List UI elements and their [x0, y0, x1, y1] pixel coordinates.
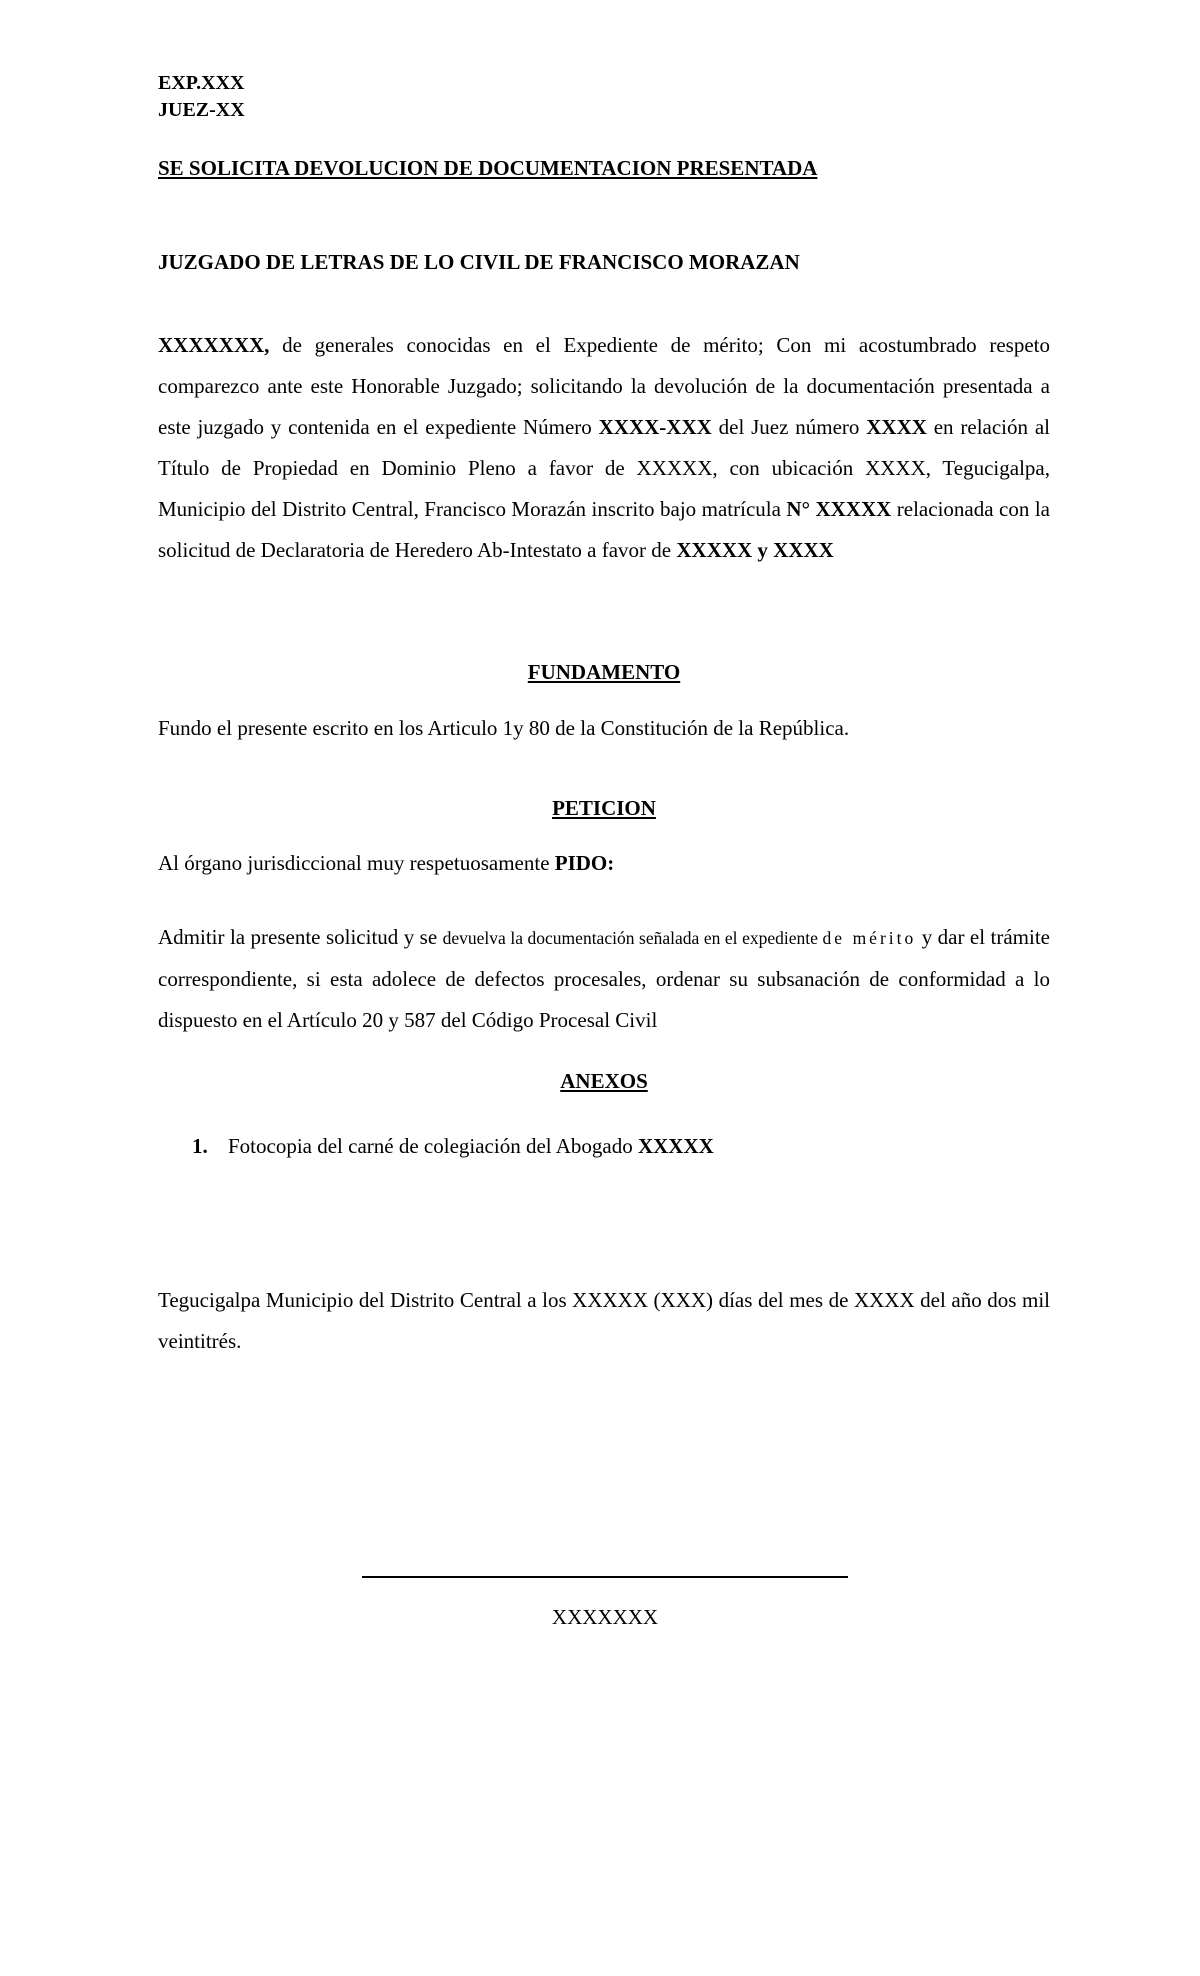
case-number: XXXX-XXX: [598, 415, 712, 439]
annex-lawyer-name: XXXXX: [637, 1134, 714, 1158]
peticion-p-rest: y dar el trámite correspondiente, si esta adolece de defectos procesales, ordenar su subsanación de conformidad a lo dispuesto en el Artículo 20 y 587 del Código Procesal Civil: [158, 925, 1050, 1032]
fundamento-heading: FUNDAMENTO: [527, 660, 681, 684]
intro-text-1: de generales conocidas en el Expediente de mérito; Con mi acostumbrado respeto comparezco ante este Honorable Juzgado; solicitando la devolución de la documentación presentada a este juzgado y contenida en el expediente Número: [158, 333, 1050, 439]
judge-number: XXXX: [866, 415, 927, 439]
intro-text-4: relacionada con la solicitud de Declaratoria de Heredero Ab-Intestato a favor de: [158, 497, 1050, 562]
annex-text: Fotocopia del carné de colegiación del Abogado: [228, 1134, 638, 1158]
peticion-request-line: [158, 851, 614, 876]
annex-item: [192, 1134, 714, 1159]
judge-code: JUEZ-XX: [158, 99, 245, 121]
peticion-p-small: devuelva la documentación señalada en el expediente: [442, 928, 823, 948]
case-codes: [158, 70, 245, 124]
court-name: JUZGADO DE LETRAS DE LO CIVIL DE FRANCISCO MORAZAN: [158, 250, 800, 274]
anexos-heading: ANEXOS: [560, 1069, 648, 1093]
document-subject: SE SOLICITA DEVOLUCION DE DOCUMENTACION PRESENTADA: [158, 156, 818, 180]
peticion-paragraph: [158, 917, 1050, 1041]
fundamento-text: Fundo el presente escrito en los Articulo 1y 80 de la Constitución de la República.: [158, 716, 850, 740]
peticion-p-start: Admitir la presente solicitud y se: [158, 925, 443, 949]
peticion-p-spaced: de mérito: [822, 928, 917, 948]
peticion-line-text: Al órgano jurisdiccional muy respetuosamente: [158, 851, 555, 875]
registry-number: N° XXXXX: [786, 497, 892, 521]
petitioner-name: XXXXXXX,: [158, 333, 270, 357]
pido-label: PIDO:: [554, 851, 615, 875]
signature-line: [362, 1576, 848, 1578]
expediente-code: EXP.XXX: [158, 72, 245, 94]
intro-paragraph: [158, 325, 1050, 571]
signature-name: XXXXXXX: [551, 1605, 659, 1629]
heirs-names: XXXXX y XXXX: [676, 538, 834, 562]
intro-text-3: en relación al Título de Propiedad en Dominio Pleno a favor de XXXXX, con ubicación XXXX, Tegucigalpa, Municipio del Distrito Central, Francisco Morazán inscrito bajo matrícula: [158, 415, 1050, 521]
annex-number: 1.: [192, 1134, 208, 1158]
peticion-heading: PETICION: [552, 796, 656, 820]
closing-paragraph: Tegucigalpa Municipio del Distrito Central a los XXXXX (XXX) días del mes de XXXX del año dos mil veintitrés.: [158, 1288, 1050, 1353]
intro-text-2: del Juez número: [711, 415, 867, 439]
